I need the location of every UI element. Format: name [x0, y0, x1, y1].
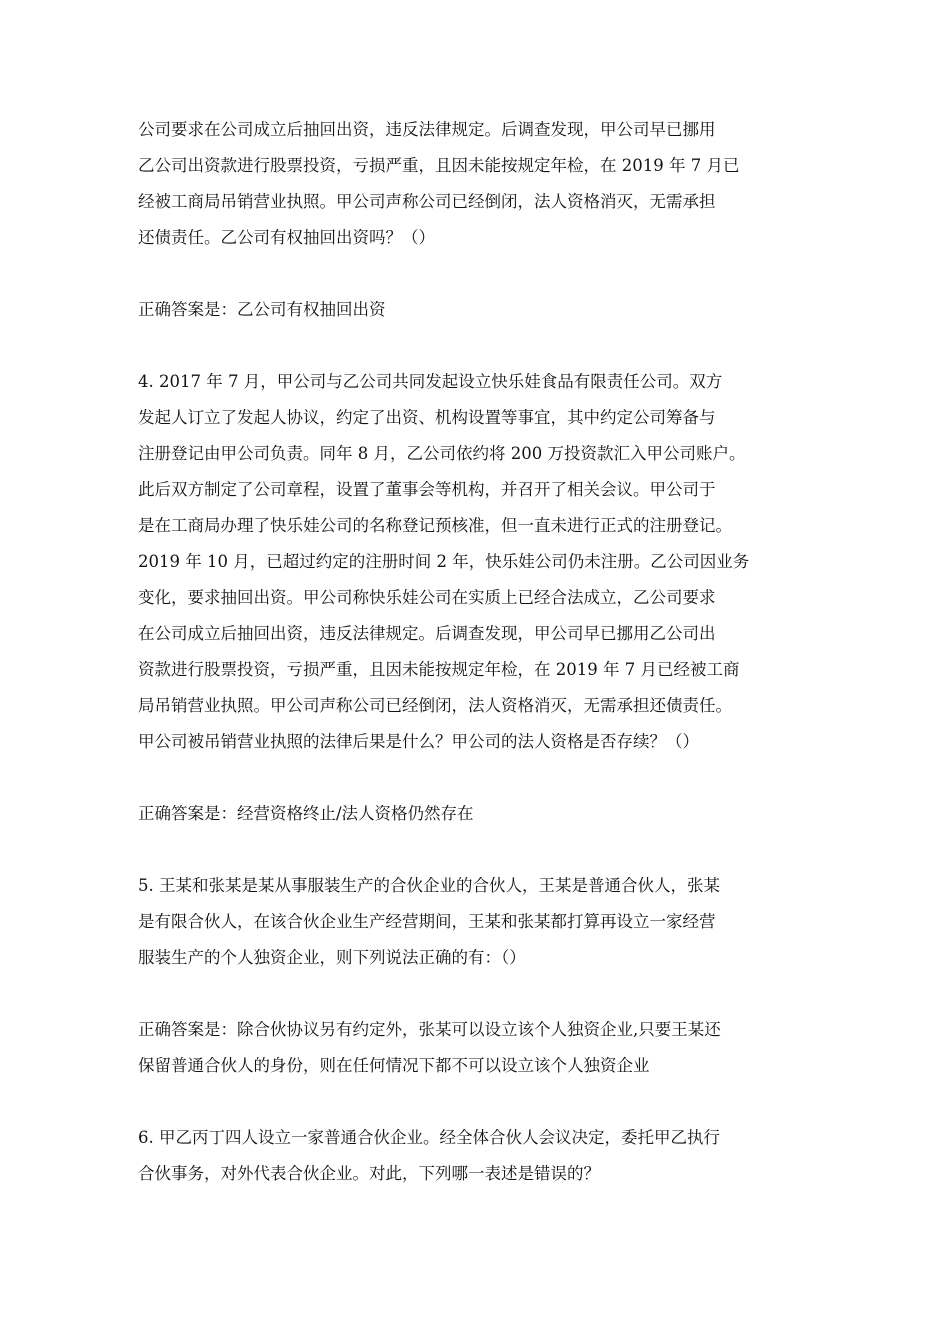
paragraph-gap [138, 328, 832, 364]
text-line: 发起人订立了发起人协议，约定了出资、机构设置等事宜，其中约定公司筹备与 [138, 408, 716, 427]
text-line: 乙公司出资款进行股票投资，亏损严重，且因未能按规定年检，在 2019 年 7 月已 [138, 156, 740, 175]
question-4-paragraph [138, 364, 832, 760]
text-line: 是有限合伙人，在该合伙企业生产经营期间，王某和张某都打算再设立一家经营 [138, 912, 716, 931]
text-line: 还债责任。乙公司有权抽回出资吗？（） [138, 228, 435, 247]
paragraph-gap [138, 760, 832, 796]
text-line: 5. 王某和张某是某从事服装生产的合伙企业的合伙人，王某是普通合伙人，张某 [138, 876, 720, 895]
text-line: 资款进行股票投资，亏损严重，且因未能按规定年检，在 2019 年 7 月已经被工商 [138, 660, 740, 679]
text-line: 正确答案是：除合伙协议另有约定外，张某可以设立该个人独资企业,只要王某还 [138, 1020, 721, 1039]
paragraph-gap [138, 1084, 832, 1120]
document-page [138, 112, 832, 1192]
paragraph-gap [138, 256, 832, 292]
paragraph-gap [138, 832, 832, 868]
text-line: 局吊销营业执照。甲公司声称公司已经倒闭，法人资格消灭，无需承担还债责任。 [138, 696, 732, 715]
answer-4-paragraph [138, 796, 832, 832]
question-5-paragraph [138, 868, 832, 976]
answer-5-paragraph [138, 1012, 832, 1084]
text-line: 服装生产的个人独资企业，则下列说法正确的有：（） [138, 948, 526, 967]
question-3-tail-paragraph [138, 112, 832, 256]
answer-3-paragraph [138, 292, 832, 328]
text-line: 甲公司被吊销营业执照的法律后果是什么？甲公司的法人资格是否存续？（） [138, 732, 699, 751]
question-6-paragraph [138, 1120, 832, 1192]
text-line: 公司要求在公司成立后抽回出资，违反法律规定。后调查发现，甲公司早已挪用 [138, 120, 716, 139]
paragraph-gap [138, 976, 832, 1012]
text-line: 经被工商局吊销营业执照。甲公司声称公司已经倒闭，法人资格消灭，无需承担 [138, 192, 716, 211]
text-line: 6. 甲乙丙丁四人设立一家普通合伙企业。经全体合伙人会议决定，委托甲乙执行 [138, 1128, 720, 1147]
text-line: 在公司成立后抽回出资，违反法律规定。后调查发现，甲公司早已挪用乙公司出 [138, 624, 716, 643]
text-line: 此后双方制定了公司章程，设置了董事会等机构，并召开了相关会议。甲公司于 [138, 480, 716, 499]
text-line: 注册登记由甲公司负责。同年 8 月，乙公司依约将 200 万投资款汇入甲公司账户。 [138, 444, 746, 463]
text-line: 正确答案是：乙公司有权抽回出资 [138, 300, 386, 319]
text-line: 变化，要求抽回出资。甲公司称快乐娃公司在实质上已经合法成立，乙公司要求 [138, 588, 716, 607]
text-line: 是在工商局办理了快乐娃公司的名称登记预核准，但一直未进行正式的注册登记。 [138, 516, 732, 535]
text-line: 2019 年 10 月，已超过约定的注册时间 2 年，快乐娃公司仍未注册。乙公司因业务 [138, 552, 750, 571]
text-line: 4. 2017 年 7 月，甲公司与乙公司共同发起设立快乐娃食品有限责任公司。双方 [138, 372, 723, 391]
text-line: 保留普通合伙人的身份，则在任何情况下都不可以设立该个人独资企业 [138, 1056, 650, 1075]
text-line: 正确答案是：经营资格终止/法人资格仍然存在 [138, 804, 474, 823]
text-line: 合伙事务，对外代表合伙企业。对此，下列哪一表述是错误的？ [138, 1164, 600, 1183]
